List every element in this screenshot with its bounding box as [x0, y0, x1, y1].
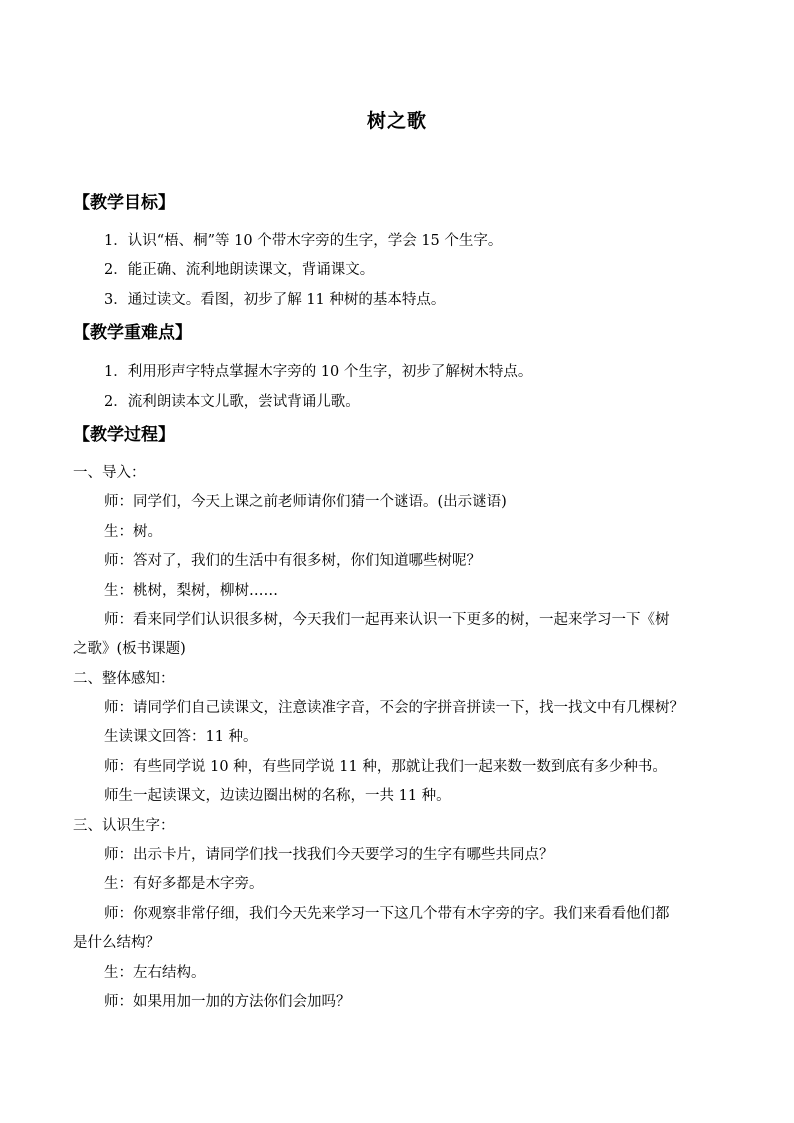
document-title: 树之歌: [366, 110, 427, 132]
heading-teaching-process: 【教学过程】: [73, 425, 175, 445]
part1-line: 师：看来同学们认识很多树，今天我们一起再来认识一下更多的树，一起来学习一下《树: [104, 612, 670, 628]
heading-teaching-goals: 【教学目标】: [73, 193, 175, 213]
goal-item-2: 2．能正确、流利地朗读课文，背诵课文。: [104, 262, 375, 278]
part2-line: 生读课文回答：11 种。: [104, 729, 258, 745]
part3-line: 生：有好多都是木字旁。: [104, 876, 264, 892]
key-point-item-2: 2．流利朗读本文儿歌，尝试背诵儿歌。: [104, 394, 360, 410]
heading-key-points: 【教学重难点】: [73, 323, 192, 343]
part1-line: 生：桃树，梨树，柳树……: [104, 583, 278, 599]
part1-line: 之歌》(板书课题): [73, 641, 186, 657]
part3-title: 三、认识生字：: [73, 818, 175, 834]
part3-line: 是什么结构？: [73, 935, 160, 951]
part3-line: 师：出示卡片，请同学们找一找我们今天要学习的生字有哪些共同点？: [104, 847, 554, 863]
goal-item-3: 3．通过读文。看图，初步了解 11 种树的基本特点。: [104, 292, 446, 308]
part3-line: 师：如果用加一加的方法你们会加吗？: [104, 994, 351, 1010]
part2-line: 师：请同学们自己读课文，注意读准字音，不会的字拼音拼读一下，找一找文中有几棵树？: [104, 700, 684, 716]
part2-line: 师：有些同学说 10 种，有些同学说 11 种，那就让我们一起来数一数到底有多少种书。: [104, 759, 667, 775]
key-point-item-1: 1．利用形声字特点掌握木字旁的 10 个生字，初步了解树木特点。: [104, 364, 533, 380]
goal-item-1: 1．认识“梧、桐”等 10 个带木字旁的生字，学会 15 个生字。: [104, 233, 503, 249]
part1-title: 一、导入：: [73, 465, 146, 481]
part1-line: 生：树。: [104, 524, 162, 540]
part3-line: 生：左右结构。: [104, 965, 206, 981]
part1-line: 师：同学们，今天上课之前老师请你们猜一个谜语。(出示谜语): [104, 494, 507, 510]
part2-line: 师生一起读课文，边读边圈出树的名称，一共 11 种。: [104, 788, 451, 804]
part1-line: 师：答对了，我们的生活中有很多树，你们知道哪些树呢？: [104, 553, 481, 569]
part2-title: 二、整体感知：: [73, 671, 175, 687]
part3-line: 师：你观察非常仔细，我们今天先来学习一下这几个带有木字旁的字。我们来看看他们都: [104, 906, 670, 922]
